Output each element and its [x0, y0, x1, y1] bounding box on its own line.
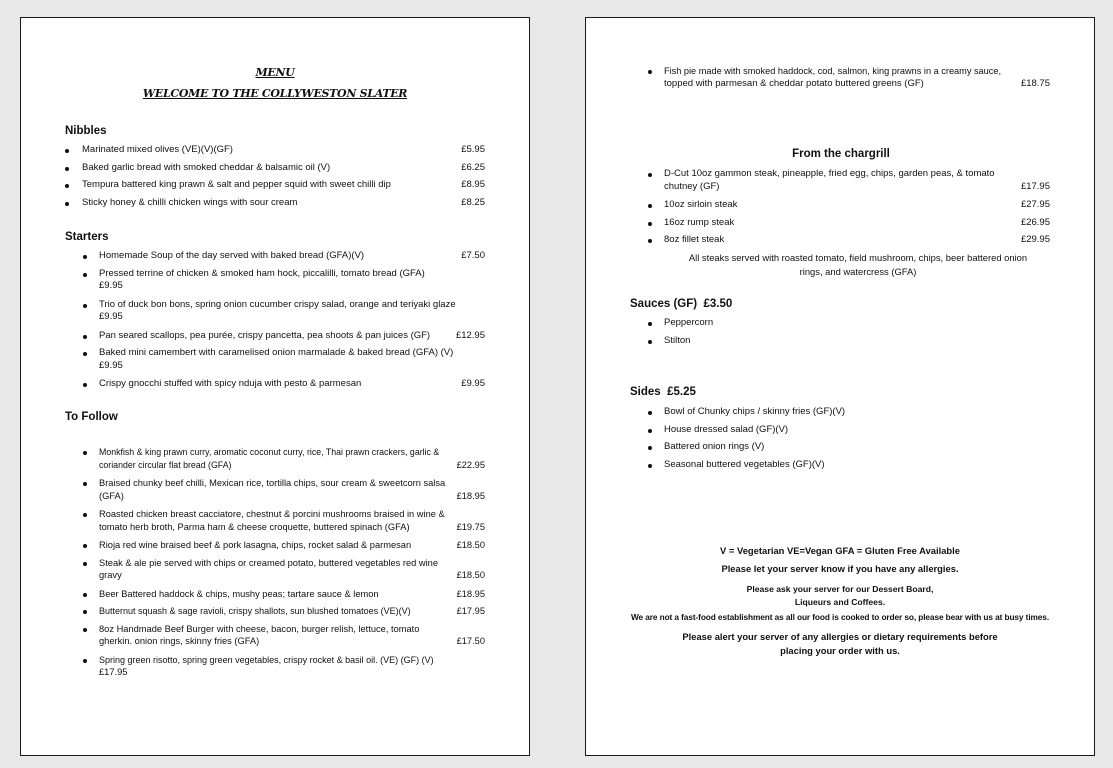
- bullet-icon: [83, 335, 87, 339]
- list-item: Sticky honey & chilli chicken wings with sour cream £8.25: [65, 197, 485, 215]
- list-item: Tempura battered king prawn & salt and pepper squid with sweet chilli dip £8.95: [65, 179, 485, 197]
- bullet-icon: [83, 451, 87, 455]
- list-item: Monkfish & king prawn curry, aromatic coconut curry, rice, Thai prawn crackers, garlic & coriander circular flat bread (GFA) £22.95: [83, 446, 485, 477]
- sauces-heading: Sauces (GF) £3.50: [630, 298, 733, 310]
- bullet-icon: [648, 322, 652, 326]
- bullet-icon: [648, 464, 652, 468]
- list-item: Seasonal buttered vegetables (GF)(V): [648, 459, 1050, 477]
- fast-food-note: We are not a fast-food establishment as all our food is cooked to order so, please bear with us at busy times.: [630, 612, 1050, 622]
- menu-page-right: [585, 17, 1095, 756]
- bullet-icon: [83, 593, 87, 597]
- allergy-note: Please let your server know if you have any allergies.: [721, 563, 959, 574]
- dietary-alert-note: Please alert your server of any allergies or dietary requirements before placing your order with us.: [682, 631, 998, 656]
- fish-pie-list: [648, 65, 1050, 96]
- list-item: Beer Battered haddock & chips, mushy peas; tartare sauce & lemon £18.95: [83, 588, 485, 606]
- list-item: 8oz fillet steak £29.95: [648, 234, 1050, 252]
- bullet-icon: [83, 482, 87, 486]
- list-item: Pressed terrine of chicken & smoked ham hock, piccalilli, tomato bread (GFA) £9.95: [83, 268, 485, 299]
- list-item: Fish pie made with smoked haddock, cod, salmon, king prawns in a creamy sauce, topped with parmesan & cheddar potato buttered greens (GF) £18.75: [648, 65, 1050, 96]
- bullet-icon: [648, 429, 652, 433]
- menu-subtitle: WELCOME TO THE COLLYWESTON SLATER: [142, 87, 408, 100]
- list-item: House dressed salad (GF)(V): [648, 424, 1050, 442]
- list-item: Stilton: [648, 335, 1050, 353]
- starters-list: [83, 250, 485, 396]
- list-item: Bowl of Chunky chips / skinny fries (GF)(V): [648, 406, 1050, 424]
- bullet-icon: [648, 222, 652, 226]
- bullet-icon: [648, 411, 652, 415]
- chargrill-heading: From the chargrill: [792, 148, 890, 160]
- bullet-icon: [65, 167, 69, 171]
- bullet-icon: [83, 304, 87, 308]
- list-item: Steak & ale pie served with chips or creamed potato, buttered vegetables red wine gravy £18.50: [83, 557, 485, 588]
- bullet-icon: [83, 352, 87, 356]
- bullet-icon: [648, 173, 652, 177]
- list-item: Battered onion rings (V): [648, 441, 1050, 459]
- bullet-icon: [648, 446, 652, 450]
- list-item: Trio of duck bon bons, spring onion cucumber crispy salad, orange and teriyaki glaze £9.95: [83, 299, 485, 330]
- chargrill-list: [648, 168, 1050, 252]
- list-item: Braised chunky beef chilli, Mexican rice, tortilla chips, sour cream & sweetcorn salsa (GFA) £18.95: [83, 477, 485, 508]
- sauces-list: [648, 317, 1050, 352]
- to-follow-list: [83, 446, 485, 685]
- list-item: Spring green risotto, spring green vegetables, crispy rocket & basil oil. (VE) (GF) (V) £17.95: [83, 654, 485, 685]
- bullet-icon: [83, 562, 87, 566]
- nibbles-list: [65, 144, 485, 214]
- list-item: Marinated mixed olives (VE)(V)(GF) £5.95: [65, 144, 485, 162]
- list-item: Rioja red wine braised beef & pork lasagna, chips, rocket salad & parmesan £18.50: [83, 539, 485, 557]
- list-item: Roasted chicken breast cacciatore, chestnut & porcini mushrooms braised in wine & tomato herb broth, Parma ham & cheese croquette, buttered spinach (GFA) £19.75: [83, 508, 485, 539]
- dietary-key: V = Vegetarian VE=Vegan GFA = Gluten Free Available: [720, 545, 960, 556]
- list-item: 8oz Handmade Beef Burger with cheese, bacon, burger relish, lettuce, tomato gherkin. onion rings, skinny fries (GFA) £17.50: [83, 623, 485, 654]
- bullet-icon: [83, 513, 87, 517]
- list-item: Crispy gnocchi stuffed with spicy nduja with pesto & parmesan £9.95: [83, 378, 485, 396]
- bullet-icon: [648, 239, 652, 243]
- bullet-icon: [83, 273, 87, 277]
- list-item: Butternut squash & sage ravioli, crispy shallots, sun blushed tomatoes (VE)(V) £17.95: [83, 605, 485, 623]
- list-item: 16oz rump steak £26.95: [648, 217, 1050, 235]
- bullet-icon: [65, 184, 69, 188]
- menu-title: MENU: [255, 66, 295, 79]
- list-item: Baked mini camembert with caramelised onion marmalade & baked bread (GFA) (V) £9.95: [83, 347, 485, 378]
- steaks-note: All steaks served with roasted tomato, field mushroom, chips, beer battered onion rings, and watercress (GFA): [688, 252, 1028, 277]
- bullet-icon: [648, 70, 652, 74]
- list-item: D-Cut 10oz gammon steak, pineapple, fried egg, chips, garden peas, & tomato chutney (GF) £17.95: [648, 168, 1050, 199]
- nibbles-heading: Nibbles: [65, 125, 107, 137]
- dessert-note: Please ask your server for our Dessert Board, Liqueurs and Coffees.: [746, 584, 934, 607]
- bullet-icon: [65, 202, 69, 206]
- bullet-icon: [83, 383, 87, 387]
- list-item: Pan seared scallops, pea purée, crispy pancetta, pea shoots & pan juices (GF) £12.95: [83, 330, 485, 348]
- bullet-icon: [83, 610, 87, 614]
- list-item: Peppercorn: [648, 317, 1050, 335]
- list-item: Homemade Soup of the day served with baked bread (GFA)(V) £7.50: [83, 250, 485, 268]
- bullet-icon: [83, 544, 87, 548]
- sides-list: [648, 406, 1050, 476]
- bullet-icon: [65, 149, 69, 153]
- menu-page-left: [20, 17, 530, 756]
- bullet-icon: [648, 204, 652, 208]
- bullet-icon: [83, 659, 87, 663]
- starters-heading: Starters: [65, 231, 109, 243]
- bullet-icon: [648, 340, 652, 344]
- sides-heading: Sides £5.25: [630, 386, 696, 398]
- to-follow-heading: To Follow: [65, 411, 118, 423]
- list-item: Baked garlic bread with smoked cheddar & balsamic oil (V) £6.25: [65, 162, 485, 180]
- bullet-icon: [83, 255, 87, 259]
- bullet-icon: [83, 628, 87, 632]
- list-item: 10oz sirloin steak £27.95: [648, 199, 1050, 217]
